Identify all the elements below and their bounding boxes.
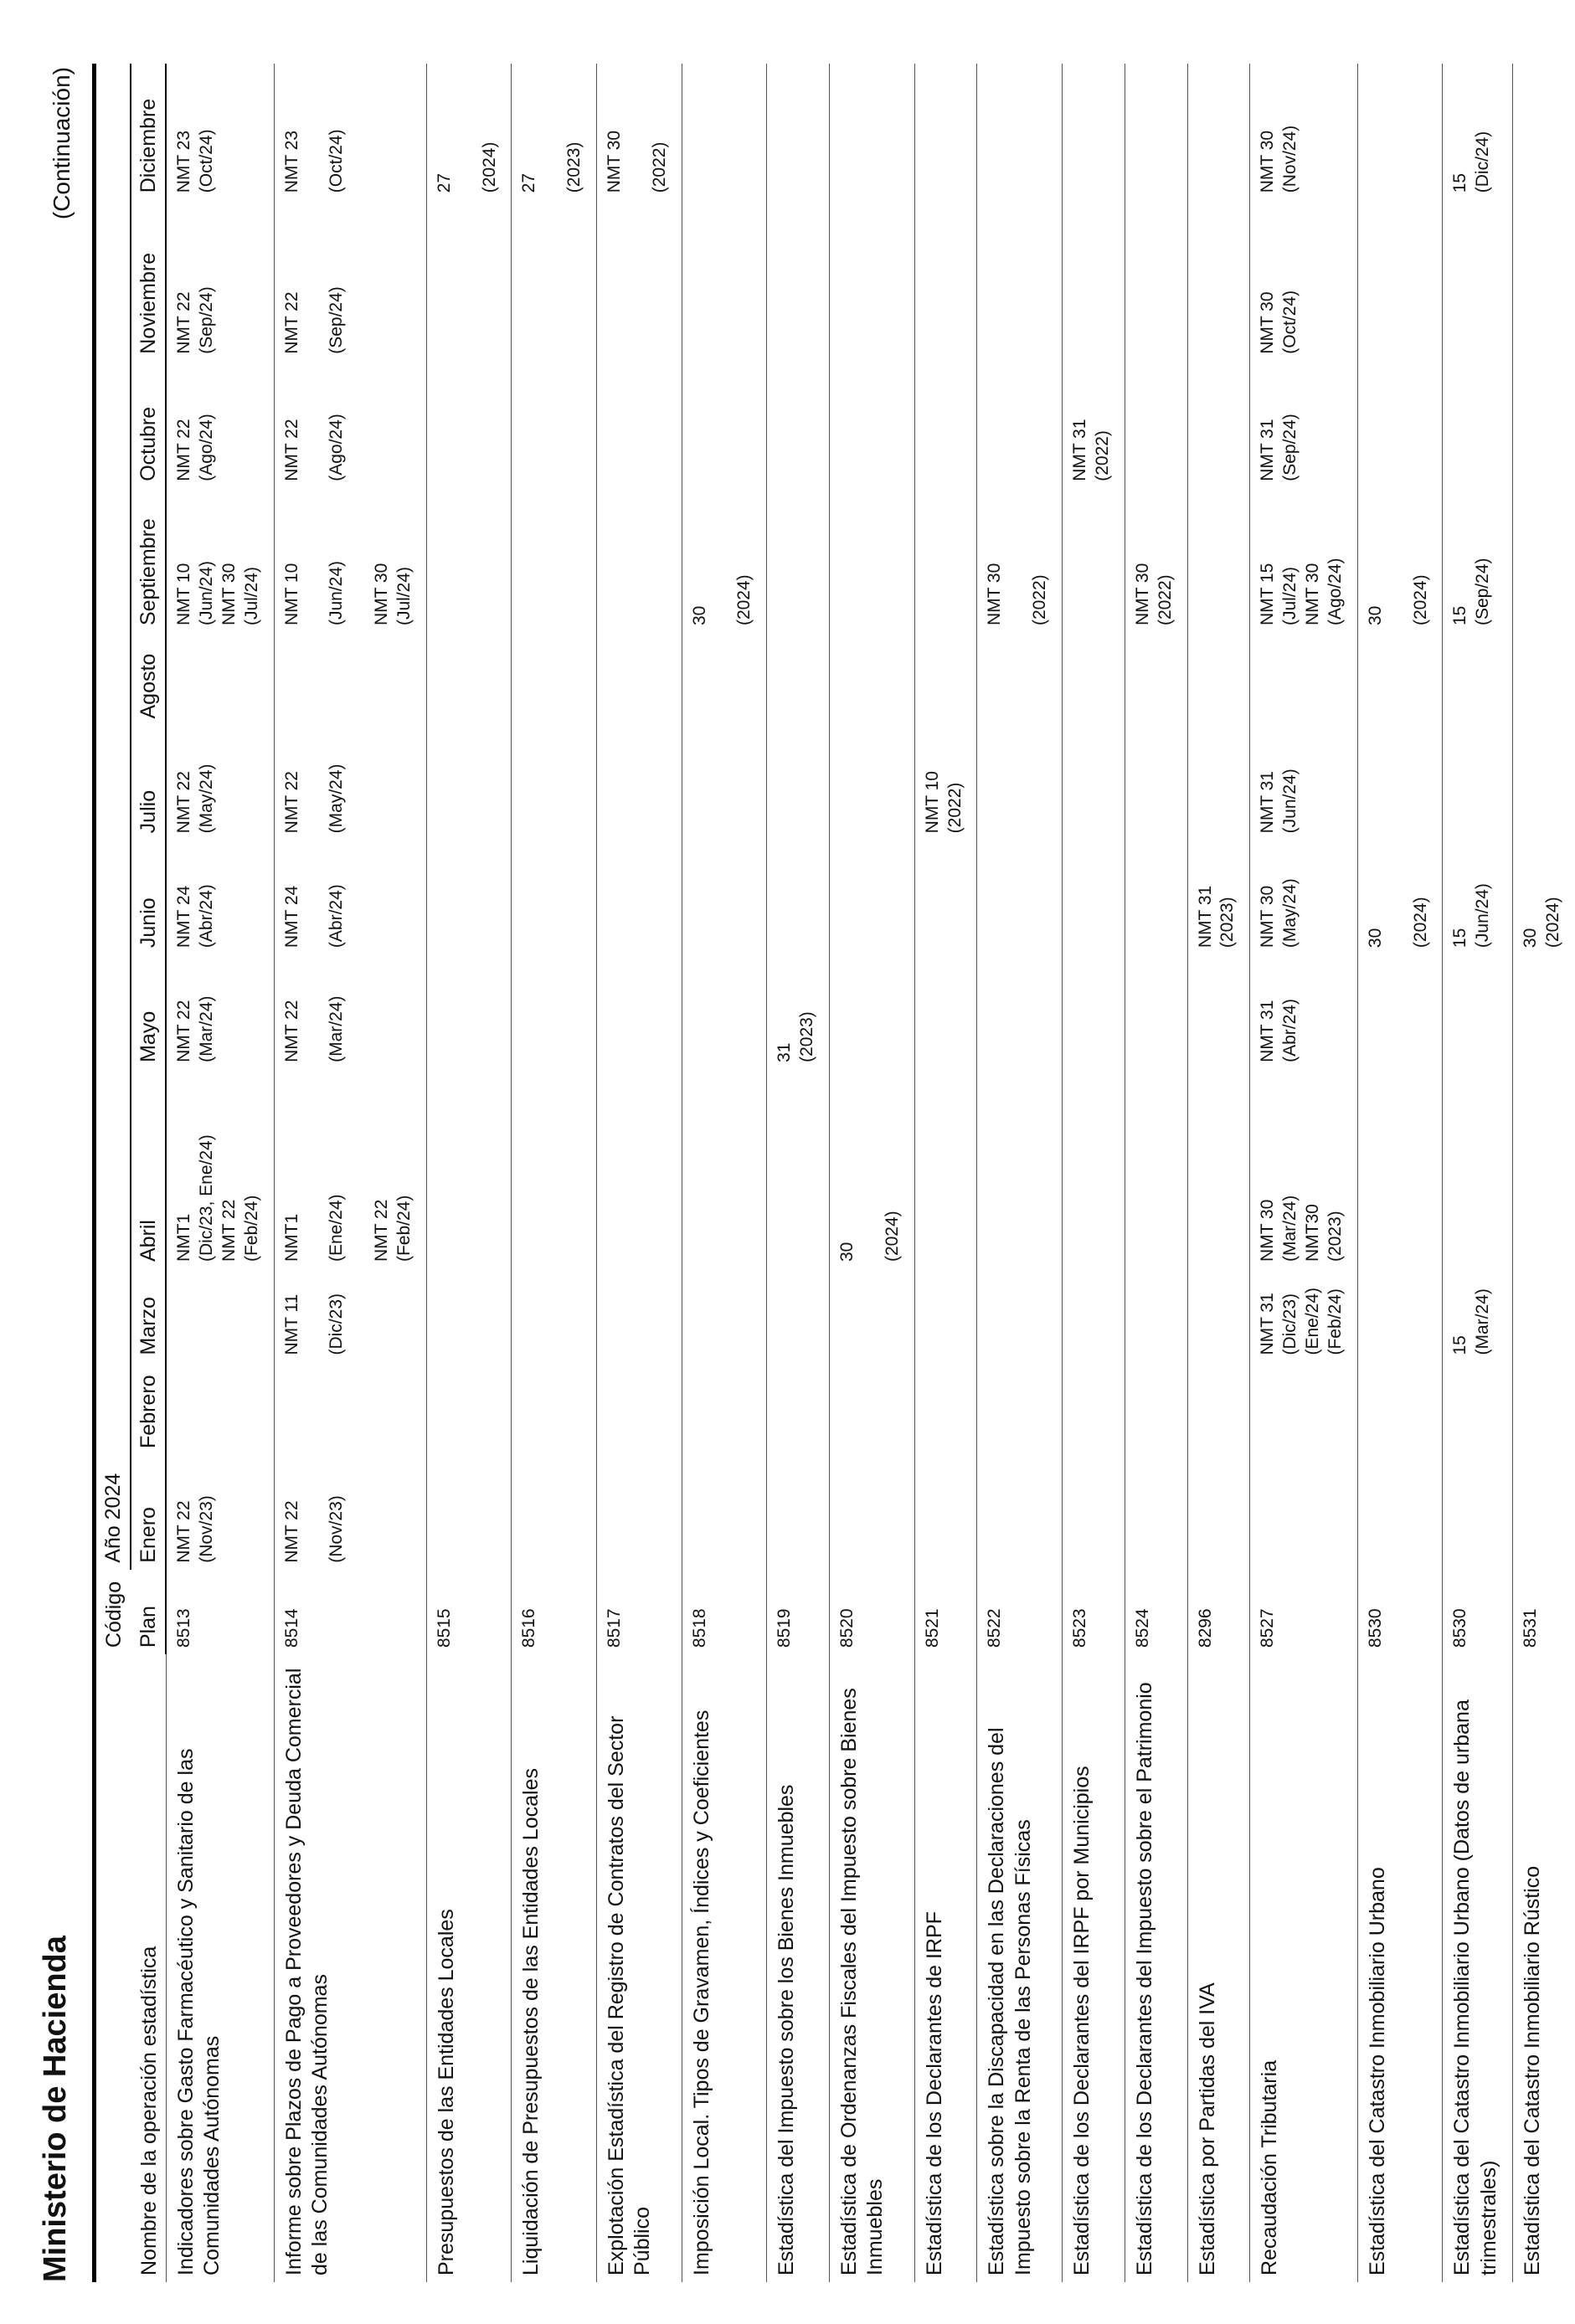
col-header-month: Febrero <box>131 1362 166 1455</box>
month-cell <box>1187 726 1250 841</box>
month-cell <box>830 954 915 1069</box>
month-cell: NMT 30 (2022) <box>597 64 682 199</box>
plan-code: 8524 <box>1125 1570 1187 1654</box>
month-cell <box>426 632 512 725</box>
month-cell <box>767 1268 830 1361</box>
operation-name: Presupuestos de las Entidades Locales <box>426 1654 512 2282</box>
month-cell <box>830 840 915 954</box>
month-cell: NMT 31 (2022) <box>1063 361 1125 488</box>
month-cell <box>426 840 512 954</box>
month-cell <box>977 1268 1063 1361</box>
month-cell: NMT 31 (Abr/24) <box>1250 954 1358 1069</box>
month-cell <box>597 1362 682 1455</box>
month-cell <box>512 726 597 841</box>
month-cell <box>977 361 1063 488</box>
month-cell <box>597 361 682 488</box>
month-cell <box>767 632 830 725</box>
month-cell <box>1512 64 1574 199</box>
month-cell: NMT 22 (Ago/24) <box>166 361 274 488</box>
month-cell <box>426 1069 512 1268</box>
month-cell <box>1063 1268 1125 1361</box>
month-cell: 30 (2024) <box>1357 488 1443 632</box>
month-cell: NMT 22 (May/24) <box>274 726 426 841</box>
month-cell: NMT 22 (Sep/24) <box>166 199 274 361</box>
operation-name: Informe sobre Plazos de Pago a Proveedores y Deuda Comercial de las Comunidades Autónomas <box>274 1654 426 2282</box>
month-cell <box>1357 1362 1443 1455</box>
month-cell <box>682 726 767 841</box>
operation-name: Explotación Estadística del Registro de Contratos del Sector Público <box>597 1654 682 2282</box>
month-cell <box>914 1069 977 1268</box>
month-cell <box>512 199 597 361</box>
month-cell: NMT 31 (Jun/24) <box>1250 726 1358 841</box>
month-cell <box>830 64 915 199</box>
month-cell <box>1357 199 1443 361</box>
operation-name: Estadística por Partidas del IVA <box>1187 1654 1250 2282</box>
month-cell <box>1512 488 1574 632</box>
plan-code: 8531 <box>1512 1570 1574 1654</box>
month-cell <box>426 954 512 1069</box>
month-cell: NMT 22 (Ago/24) <box>274 361 426 488</box>
month-cell <box>597 1455 682 1570</box>
month-cell <box>977 954 1063 1069</box>
month-cell <box>512 954 597 1069</box>
month-cell <box>1443 1069 1513 1268</box>
month-cell <box>977 1455 1063 1570</box>
month-cell <box>597 1069 682 1268</box>
month-cell: 15 (Dic/24) <box>1443 64 1513 199</box>
month-cell: NMT 11 (Dic/23) <box>274 1268 426 1361</box>
month-cell <box>914 1362 977 1455</box>
month-cell <box>426 1268 512 1361</box>
col-header-month: Mayo <box>131 954 166 1069</box>
month-cell <box>914 1268 977 1361</box>
month-cell <box>767 199 830 361</box>
month-cell <box>1443 361 1513 488</box>
month-cell: NMT 24 (Abr/24) <box>166 840 274 954</box>
plan-code: 8518 <box>682 1570 767 1654</box>
month-cell: NMT 30 (May/24) <box>1250 840 1358 954</box>
plan-code: 8513 <box>166 1570 274 1654</box>
month-cell <box>1443 726 1513 841</box>
col-header-month: Diciembre <box>131 64 166 199</box>
month-cell <box>1187 1362 1250 1455</box>
table-row <box>166 64 274 2282</box>
month-cell <box>1187 488 1250 632</box>
month-cell: NMT 30 (2022) <box>1125 488 1187 632</box>
operation-name: Estadística de los Declarantes del IRPF por Municipios <box>1063 1654 1125 2282</box>
month-cell <box>1357 64 1443 199</box>
month-cell <box>426 1362 512 1455</box>
month-cell <box>682 1362 767 1455</box>
table-row <box>682 64 767 2282</box>
plan-code: 8517 <box>597 1570 682 1654</box>
month-cell <box>1125 840 1187 954</box>
month-cell <box>512 840 597 954</box>
month-cell: NMT 22 (Nov/23) <box>274 1455 426 1570</box>
operation-name: Estadística del Catastro Inmobiliario Rústico <box>1512 1654 1574 2282</box>
month-cell <box>767 1069 830 1268</box>
month-cell <box>426 361 512 488</box>
month-cell <box>767 1362 830 1455</box>
month-cell <box>597 488 682 632</box>
operation-name: Estadística del Catastro Inmobiliario Urbano (Datos de urbana trimestrales) <box>1443 1654 1513 2282</box>
month-cell: NMT 22 (Nov/23) <box>166 1455 274 1570</box>
month-cell: NMT 30 (Nov/24) <box>1250 64 1358 199</box>
month-cell <box>1063 840 1125 954</box>
month-cell <box>830 632 915 725</box>
month-cell <box>426 199 512 361</box>
table-row <box>1250 64 1358 2282</box>
month-cell <box>597 632 682 725</box>
operation-name: Estadística del Impuesto sobre los Bienes Inmuebles <box>767 1654 830 2282</box>
col-header-month: Agosto <box>131 632 166 725</box>
month-cell: NMT 10 (Jun/24) NMT 30 (Jul/24) <box>166 488 274 632</box>
table-row <box>1357 64 1443 2282</box>
col-header-year: Año 2024 <box>95 64 131 1570</box>
operation-name: Recaudación Tributaria <box>1250 1654 1358 2282</box>
col-header-month: Julio <box>131 726 166 841</box>
month-cell <box>512 361 597 488</box>
month-cell <box>682 840 767 954</box>
month-cell <box>1250 1362 1358 1455</box>
month-cell <box>830 1268 915 1361</box>
month-cell <box>1250 1455 1358 1570</box>
month-cell <box>166 1268 274 1361</box>
month-cell: NMT 22 (May/24) <box>166 726 274 841</box>
page-title: Ministerio de Hacienda <box>38 1936 73 2282</box>
month-cell <box>1187 632 1250 725</box>
month-cell <box>597 1268 682 1361</box>
month-cell <box>1357 1455 1443 1570</box>
month-cell: 27 (2024) <box>426 64 512 199</box>
month-cell <box>682 64 767 199</box>
month-cell <box>1512 1362 1574 1455</box>
month-cell <box>1187 361 1250 488</box>
month-cell <box>512 488 597 632</box>
month-cell <box>512 1362 597 1455</box>
month-cell <box>1187 954 1250 1069</box>
month-cell <box>1125 361 1187 488</box>
month-cell <box>1187 1268 1250 1361</box>
month-cell <box>977 199 1063 361</box>
month-cell <box>914 954 977 1069</box>
month-cell <box>1063 1455 1125 1570</box>
month-cell: NMT 30 (Oct/24) <box>1250 199 1358 361</box>
month-cell <box>166 632 274 725</box>
col-header-month: Septiembre <box>131 488 166 632</box>
table-row <box>597 64 682 2282</box>
month-cell <box>914 840 977 954</box>
month-cell <box>914 1455 977 1570</box>
month-cell <box>1125 1069 1187 1268</box>
month-cell <box>977 64 1063 199</box>
month-cell <box>597 726 682 841</box>
plan-code: 8530 <box>1443 1570 1513 1654</box>
month-cell <box>830 199 915 361</box>
continuation-label: (Continuación) <box>49 67 75 220</box>
month-cell <box>767 361 830 488</box>
month-cell <box>977 1069 1063 1268</box>
month-cell <box>977 726 1063 841</box>
month-cell: 30 (2024) <box>682 488 767 632</box>
month-cell <box>1512 1069 1574 1268</box>
month-cell <box>1250 632 1358 725</box>
plan-code: 8530 <box>1357 1570 1443 1654</box>
table-row <box>977 64 1063 2282</box>
table-row <box>426 64 512 2282</box>
month-cell: NMT 22 (Mar/24) <box>166 954 274 1069</box>
month-cell <box>830 1455 915 1570</box>
col-header-month: Noviembre <box>131 199 166 361</box>
schedule-table <box>92 64 1575 2282</box>
operation-name: Imposición Local. Tipos de Gravamen, Índices y Coeficientes <box>682 1654 767 2282</box>
month-cell <box>597 954 682 1069</box>
month-cell <box>914 361 977 488</box>
plan-code: 8515 <box>426 1570 512 1654</box>
month-cell <box>1063 1362 1125 1455</box>
plan-code: 8520 <box>830 1570 915 1654</box>
month-cell <box>1443 1455 1513 1570</box>
month-cell <box>682 1268 767 1361</box>
month-cell <box>1187 64 1250 199</box>
month-cell <box>1357 726 1443 841</box>
month-cell <box>767 1455 830 1570</box>
month-cell <box>1063 1069 1125 1268</box>
table-row <box>1187 64 1250 2282</box>
plan-code: 8514 <box>274 1570 426 1654</box>
month-cell <box>1063 632 1125 725</box>
month-cell <box>274 1362 426 1455</box>
month-cell <box>914 64 977 199</box>
operation-name: Indicadores sobre Gasto Farmacéutico y Sanitario de las Comunidades Autónomas <box>166 1654 274 2282</box>
month-cell <box>512 1455 597 1570</box>
month-cell <box>1357 1069 1443 1268</box>
month-cell <box>682 1455 767 1570</box>
month-cell: NMT 31 (Dic/23) (Ene/24) (Feb/24) <box>1250 1268 1358 1361</box>
month-cell <box>274 632 426 725</box>
month-cell <box>977 840 1063 954</box>
month-cell <box>1512 632 1574 725</box>
month-cell <box>512 1268 597 1361</box>
month-cell <box>1512 954 1574 1069</box>
month-cell <box>166 1362 274 1455</box>
month-cell <box>1063 488 1125 632</box>
month-cell <box>1063 199 1125 361</box>
month-cell <box>1443 1362 1513 1455</box>
month-cell <box>767 840 830 954</box>
operation-name: Estadística de los Declarantes del Impuesto sobre el Patrimonio <box>1125 1654 1187 2282</box>
month-cell <box>1512 726 1574 841</box>
month-cell <box>1125 1268 1187 1361</box>
month-cell: NMT 31 (Sep/24) <box>1250 361 1358 488</box>
month-cell <box>1512 361 1574 488</box>
month-cell: NMT 30 (Mar/24) NMT30 (2023) <box>1250 1069 1358 1268</box>
month-cell <box>1357 632 1443 725</box>
month-cell: NMT 30 (2022) <box>977 488 1063 632</box>
plan-code: 8519 <box>767 1570 830 1654</box>
operation-name: Estadística del Catastro Inmobiliario Urbano <box>1357 1654 1443 2282</box>
table-row <box>1063 64 1125 2282</box>
operation-name: Estadística de Ordenanzas Fiscales del Impuesto sobre Bienes Inmuebles <box>830 1654 915 2282</box>
month-cell <box>1125 632 1187 725</box>
operation-name: Estadística de los Declarantes de IRPF <box>914 1654 977 2282</box>
month-cell <box>1125 199 1187 361</box>
operation-name: Liquidación de Presupuestos de las Entidades Locales <box>512 1654 597 2282</box>
month-cell <box>682 199 767 361</box>
month-cell <box>977 1362 1063 1455</box>
month-cell <box>426 488 512 632</box>
month-cell <box>1063 64 1125 199</box>
col-header-month: Marzo <box>131 1268 166 1361</box>
table-row <box>1443 64 1513 2282</box>
month-cell <box>682 954 767 1069</box>
month-cell <box>1512 1455 1574 1570</box>
month-cell <box>1512 199 1574 361</box>
table-row <box>1512 64 1574 2282</box>
month-cell <box>1125 954 1187 1069</box>
table-row <box>274 64 426 2282</box>
month-cell: 30 (2024) <box>830 1069 915 1268</box>
month-cell <box>1125 1362 1187 1455</box>
operation-name: Estadística sobre la Discapacidad en las Declaraciones del Impuesto sobre la Renta de las Personas Físicas <box>977 1654 1063 2282</box>
month-cell <box>830 1362 915 1455</box>
month-cell: 15 (Mar/24) <box>1443 1268 1513 1361</box>
month-cell <box>767 726 830 841</box>
col-header-plan: Plan <box>131 1570 166 1654</box>
month-cell <box>830 488 915 632</box>
month-cell: 31 (2023) <box>767 954 830 1069</box>
col-header-month: Enero <box>131 1455 166 1570</box>
month-cell: NMT 24 (Abr/24) <box>274 840 426 954</box>
month-cell <box>1443 632 1513 725</box>
month-cell <box>1063 726 1125 841</box>
month-cell: 15 (Sep/24) <box>1443 488 1513 632</box>
plan-code: 8523 <box>1063 1570 1125 1654</box>
month-cell <box>830 361 915 488</box>
month-cell <box>512 632 597 725</box>
month-cell <box>682 361 767 488</box>
month-cell <box>1125 1455 1187 1570</box>
month-cell: 15 (Jun/24) <box>1443 840 1513 954</box>
month-cell: NMT 23 (Oct/24) <box>274 64 426 199</box>
month-cell: NMT 10 (2022) <box>914 726 977 841</box>
month-cell: NMT 23 (Oct/24) <box>166 64 274 199</box>
month-cell <box>1512 1268 1574 1361</box>
month-cell <box>1443 199 1513 361</box>
col-header-month: Junio <box>131 840 166 954</box>
month-cell <box>1187 199 1250 361</box>
month-cell <box>830 726 915 841</box>
month-cell <box>914 488 977 632</box>
month-cell <box>682 1069 767 1268</box>
month-cell <box>597 840 682 954</box>
month-cell <box>1187 1455 1250 1570</box>
month-cell <box>512 1069 597 1268</box>
month-cell <box>1125 64 1187 199</box>
month-cell <box>977 632 1063 725</box>
month-cell <box>426 1455 512 1570</box>
month-cell: NMT 10 (Jun/24) NMT 30 (Jul/24) <box>274 488 426 632</box>
table-row <box>830 64 915 2282</box>
month-cell: 27 (2023) <box>512 64 597 199</box>
schedule-rows <box>166 64 1575 2282</box>
table-row <box>1125 64 1187 2282</box>
table-row <box>512 64 597 2282</box>
plan-code: 8296 <box>1187 1570 1250 1654</box>
month-cell <box>597 199 682 361</box>
month-cell: NMT1 (Ene/24) NMT 22 (Feb/24) <box>274 1069 426 1268</box>
month-cell: 30 (2024) <box>1357 840 1443 954</box>
month-cell <box>682 632 767 725</box>
table-row <box>767 64 830 2282</box>
month-cell: 30 (2024) <box>1512 840 1574 954</box>
month-cell <box>914 632 977 725</box>
col-header-month: Abril <box>131 1069 166 1268</box>
month-cell: NMT 31 (2023) <box>1187 840 1250 954</box>
month-cell: NMT1 (Dic/23, Ene/24) NMT 22 (Feb/24) <box>166 1069 274 1268</box>
month-cell <box>1443 954 1513 1069</box>
month-cell: NMT 15 (Jul/24) NMT 30 (Ago/24) <box>1250 488 1358 632</box>
month-cell <box>767 488 830 632</box>
month-cell: NMT 22 (Mar/24) <box>274 954 426 1069</box>
month-cell: NMT 22 (Sep/24) <box>274 199 426 361</box>
month-cell <box>1357 361 1443 488</box>
plan-code: 8522 <box>977 1570 1063 1654</box>
month-cell <box>1357 954 1443 1069</box>
month-cell <box>426 726 512 841</box>
plan-code: 8521 <box>914 1570 977 1654</box>
table-row <box>914 64 977 2282</box>
month-cell <box>1357 1268 1443 1361</box>
month-cell <box>1187 1069 1250 1268</box>
plan-code: 8527 <box>1250 1570 1358 1654</box>
col-header-month: Octubre <box>131 361 166 488</box>
month-cell <box>767 64 830 199</box>
month-cell <box>1063 954 1125 1069</box>
plan-code: 8516 <box>512 1570 597 1654</box>
col-header-name: Nombre de la operación estadística <box>95 1654 167 2282</box>
month-cell <box>1125 726 1187 841</box>
col-header-code: Código <box>95 1570 131 1654</box>
month-cell <box>914 199 977 361</box>
